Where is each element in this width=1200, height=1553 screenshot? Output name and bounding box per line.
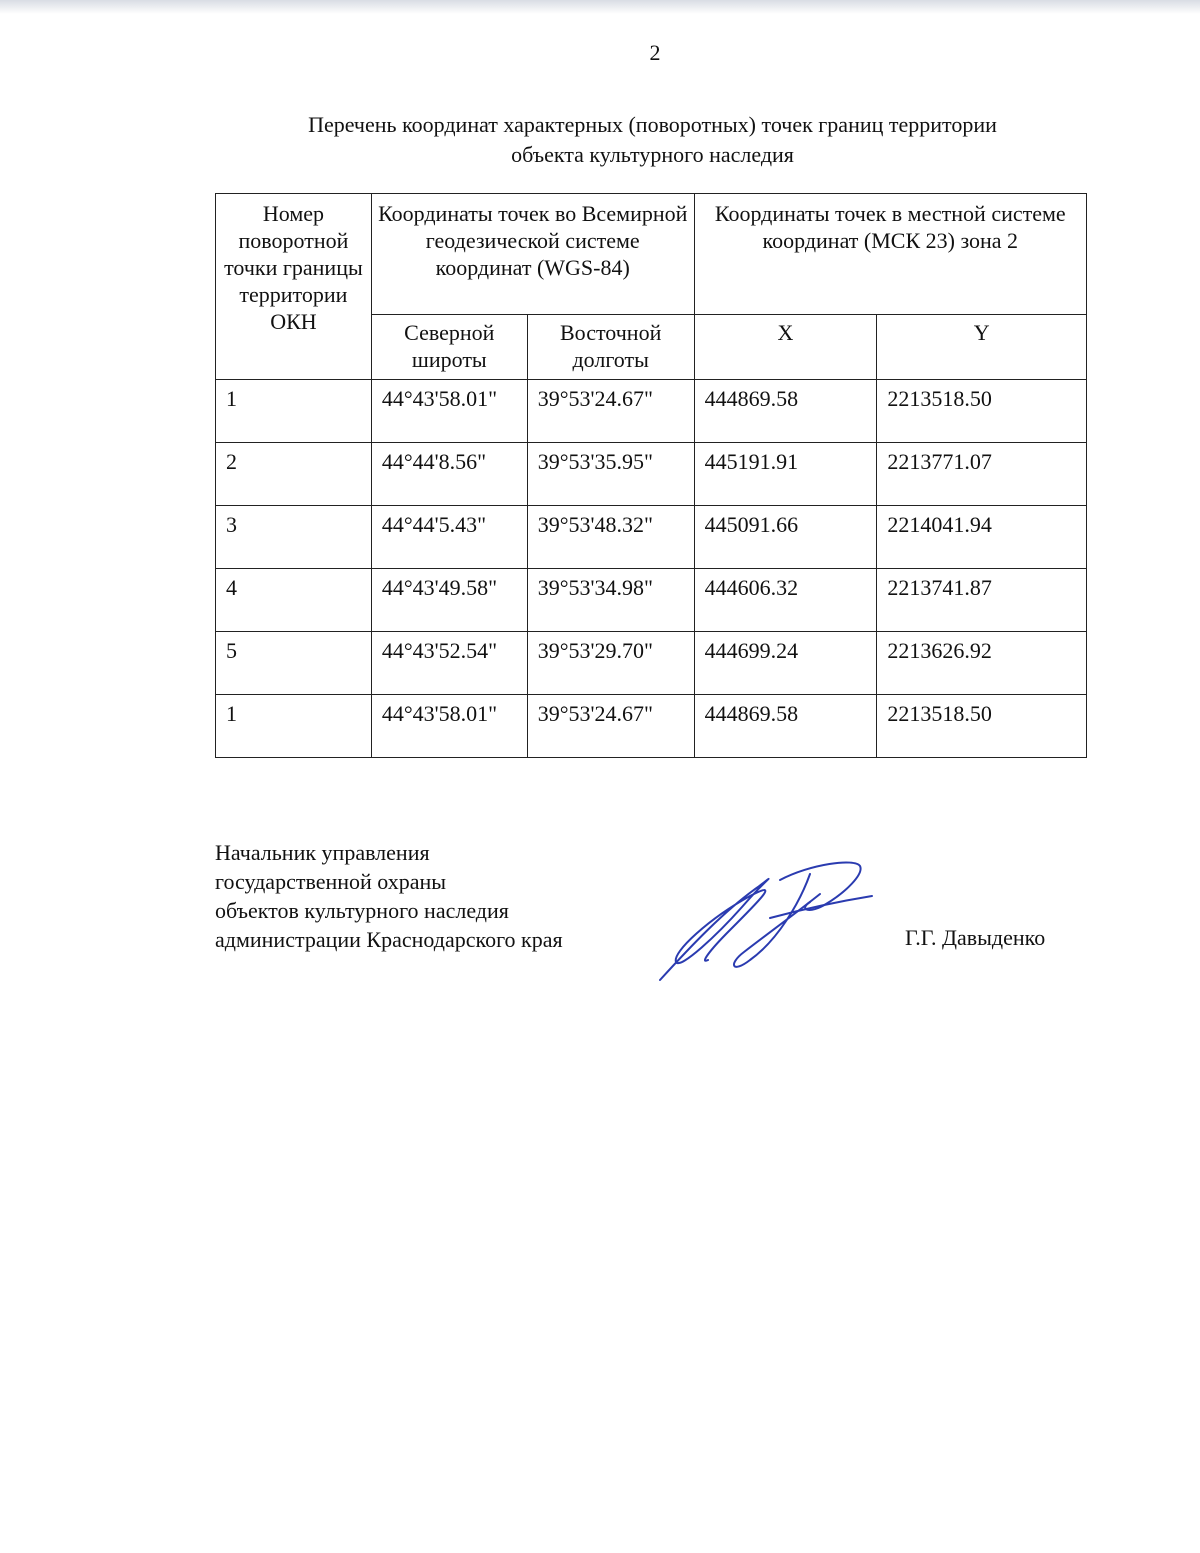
signature-stroke xyxy=(780,862,861,909)
document-title xyxy=(215,110,1090,170)
signature-stroke xyxy=(734,874,820,967)
header-x: X xyxy=(694,315,877,380)
cell-y: 2213518.50 xyxy=(877,695,1087,758)
cell-y: 2213518.50 xyxy=(877,380,1087,443)
table-header-row xyxy=(216,194,1087,315)
cell-longitude: 39°53'29.70" xyxy=(527,632,694,695)
table-row xyxy=(216,632,1087,695)
signature-stroke xyxy=(660,879,769,980)
signer-position-line-4: администрации Краснодарского края xyxy=(215,927,563,952)
table-row xyxy=(216,695,1087,758)
cell-y: 2213771.07 xyxy=(877,443,1087,506)
cell-point-number: 1 xyxy=(216,380,372,443)
cell-latitude: 44°43'52.54" xyxy=(371,632,527,695)
cell-x: 444699.24 xyxy=(694,632,877,695)
cell-longitude: 39°53'24.67" xyxy=(527,380,694,443)
cell-longitude: 39°53'34.98" xyxy=(527,569,694,632)
cell-point-number: 3 xyxy=(216,506,372,569)
cell-latitude: 44°44'8.56" xyxy=(371,443,527,506)
table-row xyxy=(216,506,1087,569)
cell-latitude: 44°43'58.01" xyxy=(371,695,527,758)
document-title-line-1: Перечень координат характерных (поворотных) точек границ территории xyxy=(308,112,997,137)
cell-x: 445091.66 xyxy=(694,506,877,569)
cell-longitude: 39°53'24.67" xyxy=(527,695,694,758)
header-wgs-coordinates: Координаты точек во Всемирной геодезической системе координат (WGS-84) xyxy=(371,194,694,315)
signer-name: Г.Г. Давыденко xyxy=(905,925,1046,950)
coordinates-table xyxy=(215,193,1087,758)
signer-position xyxy=(215,838,563,954)
cell-longitude: 39°53'48.32" xyxy=(527,506,694,569)
cell-y: 2213626.92 xyxy=(877,632,1087,695)
cell-x: 445191.91 xyxy=(694,443,877,506)
cell-x: 444869.58 xyxy=(694,695,877,758)
cell-x: 444869.58 xyxy=(694,380,877,443)
header-north-latitude: Северной широты xyxy=(371,315,527,380)
cell-x: 444606.32 xyxy=(694,569,877,632)
header-y: Y xyxy=(877,315,1087,380)
header-msk-coordinates: Координаты точек в местной системе координат (МСК 23) зона 2 xyxy=(694,194,1086,315)
page-number: 2 xyxy=(649,40,661,65)
cell-latitude: 44°43'49.58" xyxy=(371,569,527,632)
cell-latitude: 44°43'58.01" xyxy=(371,380,527,443)
cell-point-number: 2 xyxy=(216,443,372,506)
table-row xyxy=(216,569,1087,632)
table-row xyxy=(216,380,1087,443)
header-east-longitude: Восточной долготы xyxy=(527,315,694,380)
signer-position-line-2: государственной охраны xyxy=(215,869,447,894)
scan-edge-shadow xyxy=(0,0,1200,14)
cell-point-number: 5 xyxy=(216,632,372,695)
cell-longitude: 39°53'35.95" xyxy=(527,443,694,506)
signer-position-line-1: Начальник управления xyxy=(215,840,430,865)
document-title-line-2: объекта культурного наследия xyxy=(511,142,794,167)
table-row xyxy=(216,443,1087,506)
cell-point-number: 1 xyxy=(216,695,372,758)
cell-y: 2213741.87 xyxy=(877,569,1087,632)
cell-y: 2214041.94 xyxy=(877,506,1087,569)
signer-position-line-3: объектов культурного наследия xyxy=(215,898,509,923)
cell-latitude: 44°44'5.43" xyxy=(371,506,527,569)
header-point-number: Номер поворотной точки границы территории ОКН xyxy=(216,194,372,380)
handwritten-signature xyxy=(650,852,880,992)
cell-point-number: 4 xyxy=(216,569,372,632)
